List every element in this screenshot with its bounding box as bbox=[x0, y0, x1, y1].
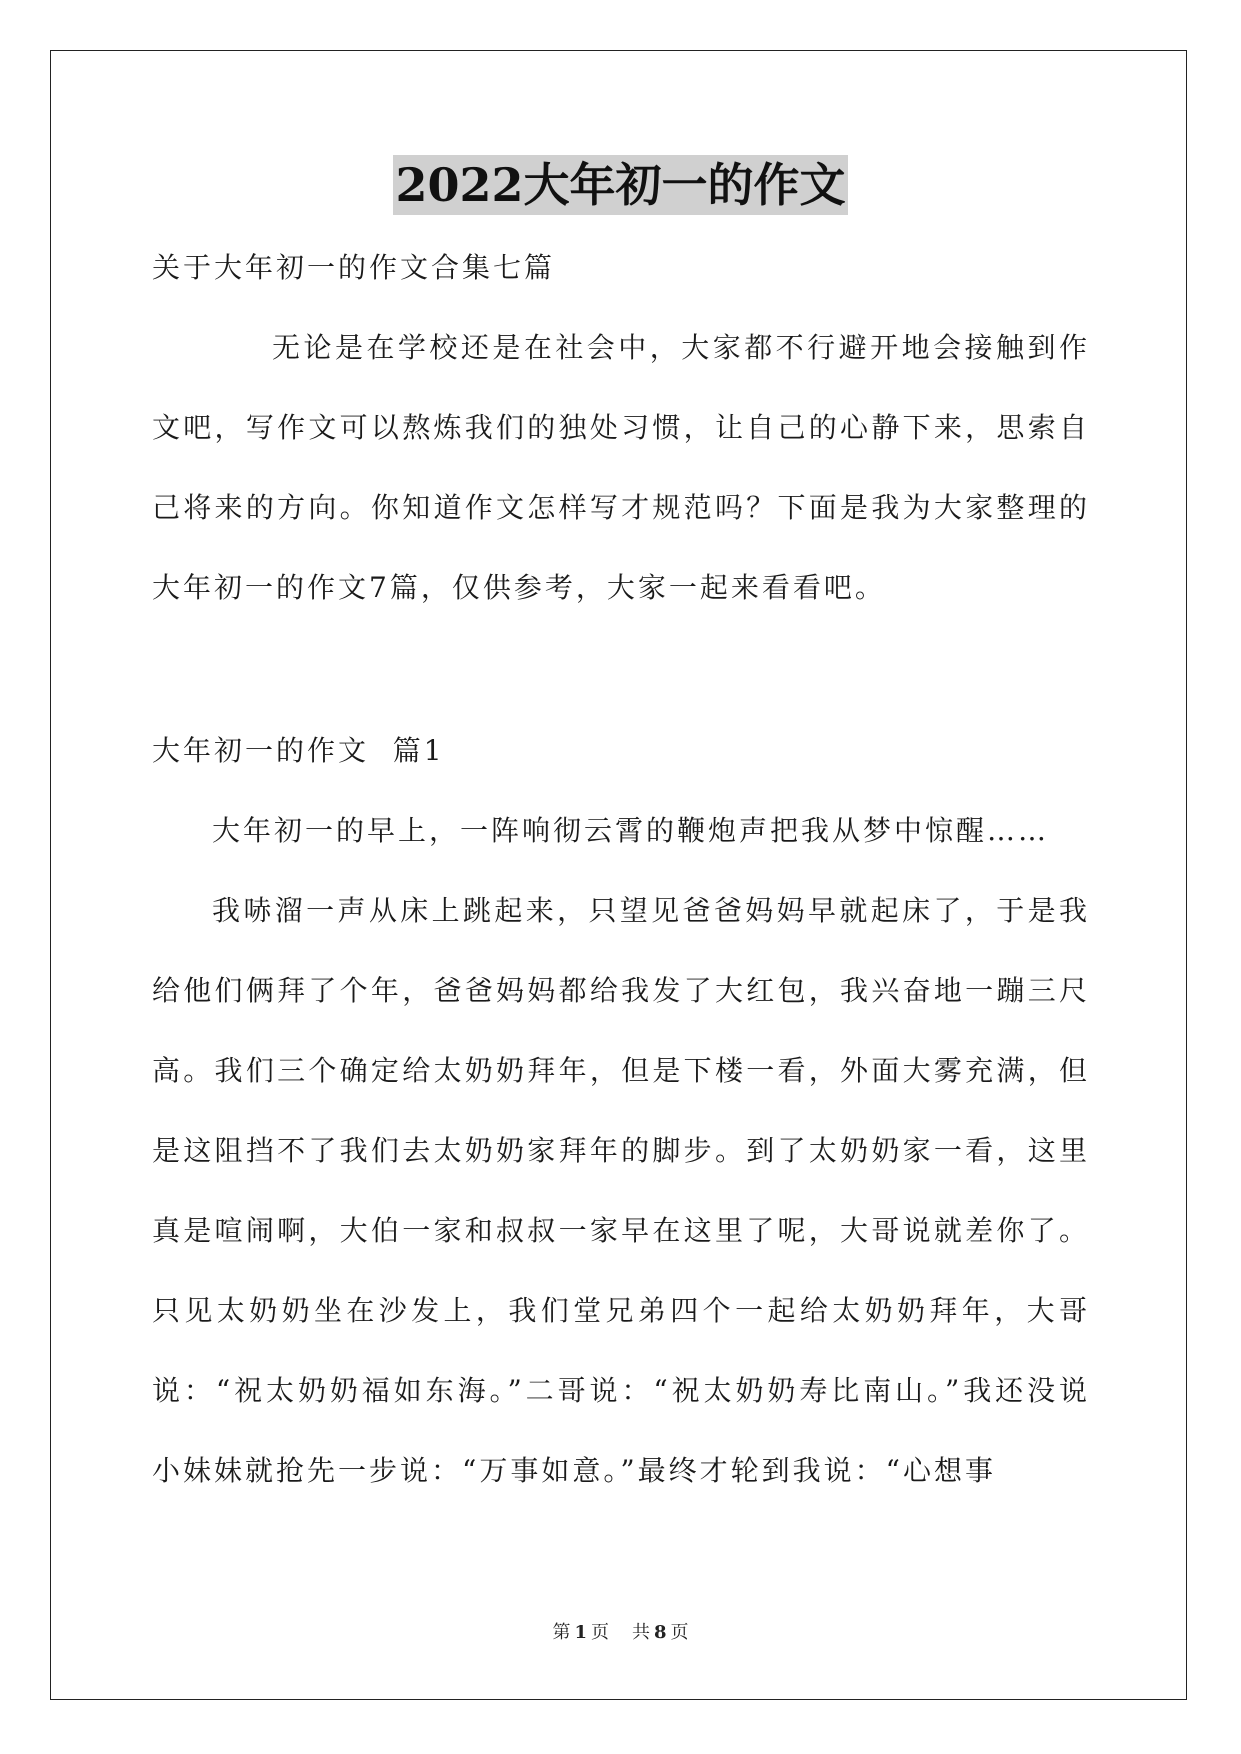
page-suffix: 页 bbox=[591, 1622, 610, 1643]
total-pages: 8 bbox=[653, 1622, 667, 1643]
page-prefix: 第 bbox=[552, 1622, 571, 1643]
intro-paragraph: 无论是在学校还是在社会中，大家都不行避开地会接触到作文吧，写作文可以熬炼我们的独处习惯，让自己的心静下来，思索自己将来的方向。你知道作文怎样写才规范吗？下面是我为大家整理的大年初一的作文7篇，仅供参考，大家一起来看看吧。 bbox=[152, 331, 1090, 604]
title-container bbox=[0, 155, 1241, 215]
page-number: 1 bbox=[574, 1622, 588, 1643]
page-footer bbox=[0, 1618, 1241, 1644]
total-suffix: 页 bbox=[670, 1622, 689, 1643]
document-title: 2022大年初一的作文 bbox=[393, 155, 847, 215]
document-subtitle: 关于大年初一的作文合集七篇 bbox=[152, 251, 556, 284]
total-prefix: 共 bbox=[631, 1622, 650, 1643]
body-paragraph-2: 我哧溜一声从床上跳起来，只望见爸爸妈妈早就起床了，于是我给他们俩拜了个年，爸爸妈妈都给我发了大红包，我兴奋地一蹦三尺高。我们三个确定给太奶奶拜年，但是下楼一看，外面大雾充满，但是这阻挡不了我们去太奶奶家拜年的脚步。到了太奶奶家一看，这里真是喧闹啊，大伯一家和叔叔一家早在这里了呢，大哥说就差你了。只见太奶奶坐在沙发上，我们堂兄弟四个一起给太奶奶拜年，大哥说：“祝太奶奶福如东海。”二哥说：“祝太奶奶寿比南山。”我还没说小妹妹就抢先一步说：“万事如意。”最终才轮到我说：“心想事 bbox=[152, 894, 1090, 1487]
body-paragraph-1: 大年初一的早上，一阵响彻云霄的鞭炮声把我从梦中惊醒…… bbox=[212, 814, 1050, 847]
document-body bbox=[152, 238, 1090, 1511]
section-heading: 大年初一的作文 篇1 bbox=[152, 734, 445, 767]
